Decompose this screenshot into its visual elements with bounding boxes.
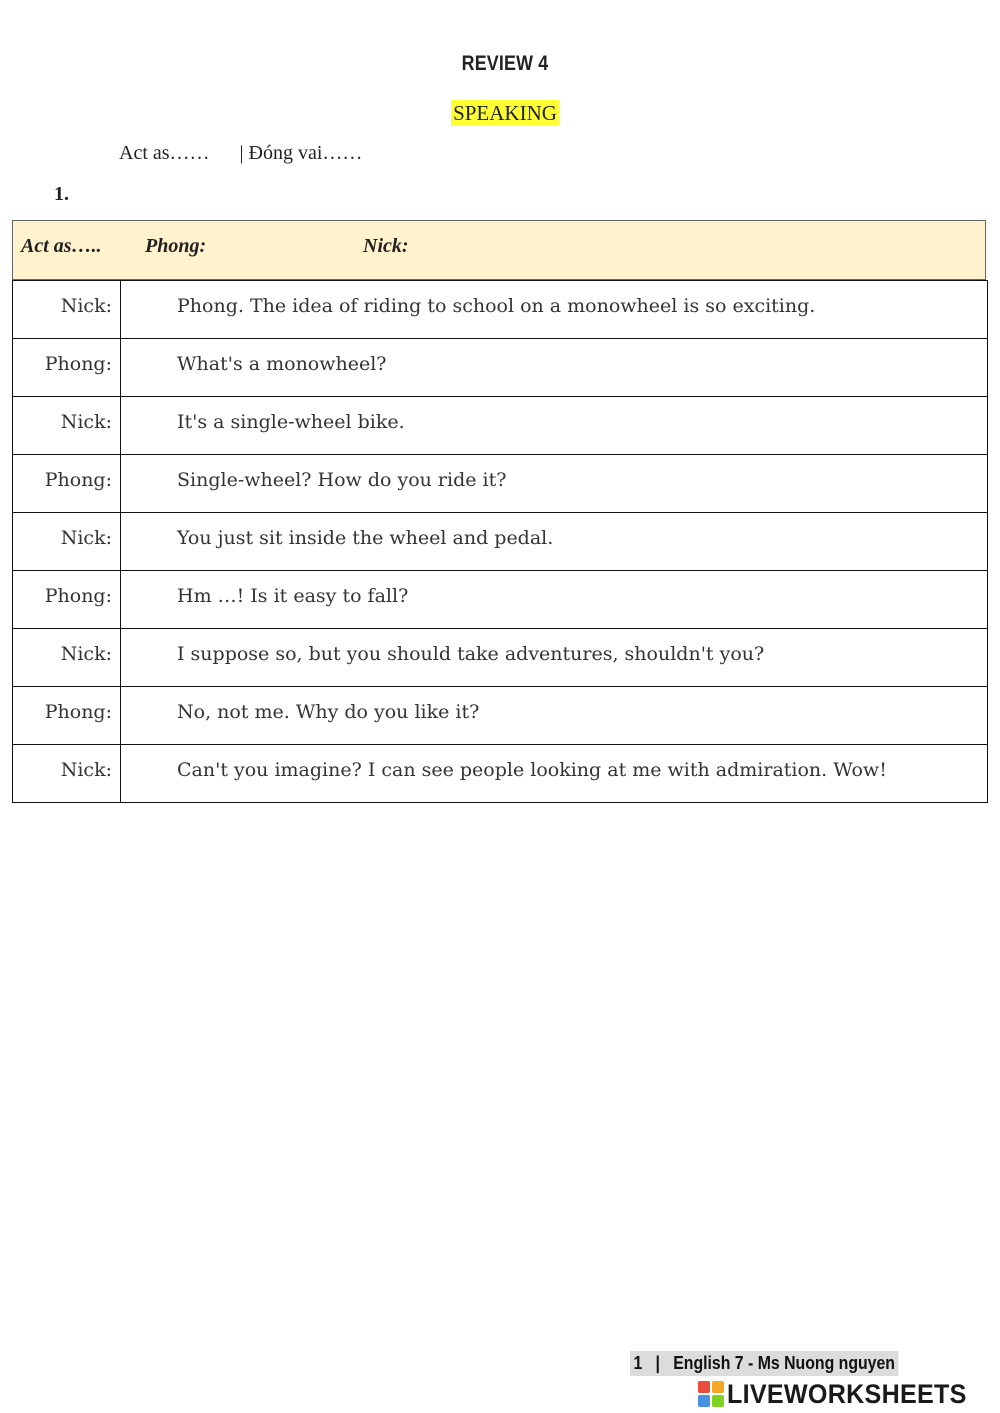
- instruction-vietnamese: | Đóng vai……: [239, 142, 363, 164]
- dialogue-speaker: Phong:: [13, 339, 121, 397]
- logo-square-blue: [698, 1395, 710, 1407]
- dialogue-line: Can't you imagine? I can see people looking at me with admiration. Wow!: [121, 745, 988, 803]
- dialogue-speaker: Phong:: [13, 687, 121, 745]
- dialogue-line: Single-wheel? How do you ride it?: [121, 455, 988, 513]
- liveworksheets-logo-icon: [698, 1381, 724, 1407]
- dialogue-row: [13, 745, 988, 803]
- dialogue-line: What's a monowheel?: [121, 339, 988, 397]
- page-number: 1: [633, 1353, 643, 1373]
- dialogue-row: [13, 339, 988, 397]
- dialogue-speaker: Nick:: [13, 281, 121, 339]
- dialogue-speaker: Phong:: [13, 455, 121, 513]
- brand-logo: [698, 1378, 985, 1410]
- course-name: English 7 - Ms Nuong nguyen: [673, 1353, 895, 1373]
- dialogue-line: You just sit inside the wheel and pedal.: [121, 513, 988, 571]
- dialogue-row: [13, 571, 988, 629]
- item-number: 1.: [54, 183, 69, 205]
- page-title: REVIEW 4: [461, 52, 549, 75]
- dialogue-line: Phong. The idea of riding to school on a monowheel is so exciting.: [121, 281, 988, 339]
- role-selector-row: [12, 220, 986, 280]
- dialogue-speaker: Nick:: [13, 745, 121, 803]
- dialogue-line: I suppose so, but you should take adventures, shouldn't you?: [121, 629, 988, 687]
- act-as-label: Act as…..: [21, 235, 102, 257]
- dialogue-row: [13, 687, 988, 745]
- instruction-english: Act as……: [119, 142, 210, 164]
- role-option-phong[interactable]: Phong:: [145, 235, 207, 257]
- instruction: [119, 142, 362, 165]
- dialogue-row: [13, 629, 988, 687]
- dialogue-line: Hm …! Is it easy to fall?: [121, 571, 988, 629]
- dialogue-row: [13, 455, 988, 513]
- dialogue-row: [13, 513, 988, 571]
- section-subtitle: SPEAKING: [453, 101, 557, 125]
- dialogue-line: No, not me. Why do you like it?: [121, 687, 988, 745]
- brand-name: LIVEWORKSHEETS: [727, 1378, 967, 1409]
- footer-separator: |: [655, 1353, 660, 1373]
- dialogue-speaker: Phong:: [13, 571, 121, 629]
- page-footer: [630, 1351, 898, 1376]
- dialogue-speaker: Nick:: [13, 629, 121, 687]
- logo-square-orange: [712, 1381, 724, 1393]
- dialogue-line: It's a single-wheel bike.: [121, 397, 988, 455]
- dialogue-table: [12, 280, 988, 803]
- logo-square-red: [698, 1381, 710, 1393]
- logo-square-green: [712, 1395, 724, 1407]
- dialogue-speaker: Nick:: [13, 513, 121, 571]
- dialogue-speaker: Nick:: [13, 397, 121, 455]
- dialogue-row: [13, 397, 988, 455]
- dialogue-row: [13, 281, 988, 339]
- role-option-nick[interactable]: Nick:: [363, 235, 409, 257]
